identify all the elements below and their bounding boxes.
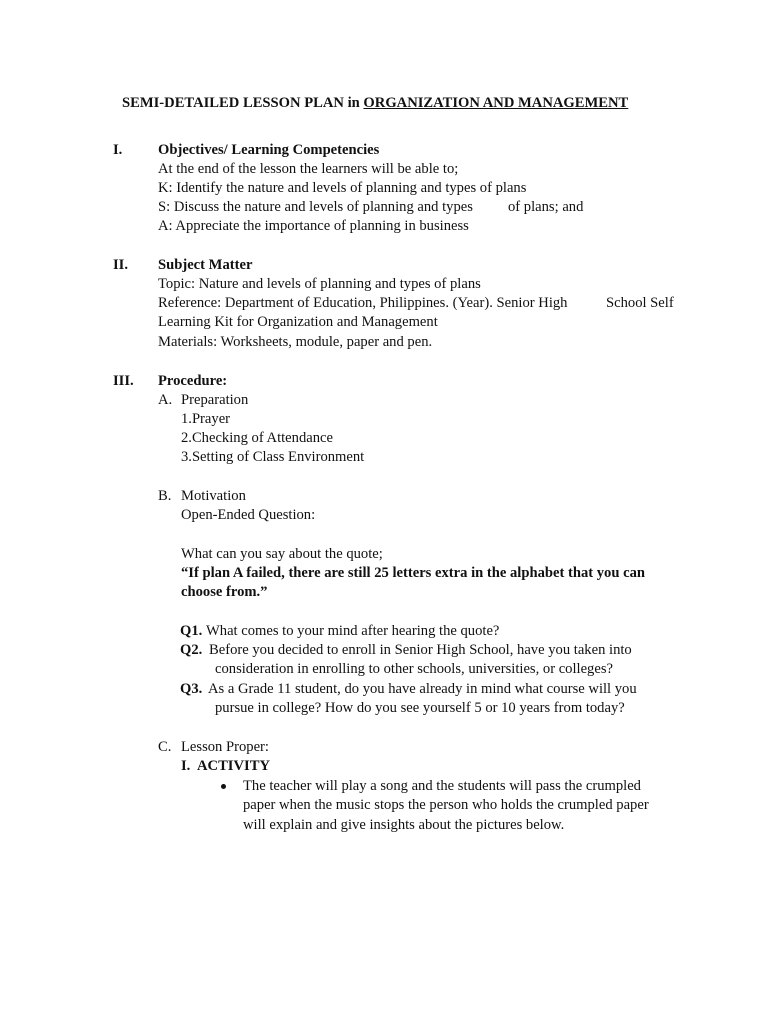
question-text: Before you decided to enroll in Senior High School, have you taken into	[209, 642, 632, 658]
question-label: Q1.	[180, 623, 203, 639]
preparation-item: 2.Checking of Attendance	[181, 430, 333, 446]
section-1-numeral: I.	[113, 142, 123, 158]
objective-attitude: A: Appreciate the importance of planning in business	[158, 218, 469, 234]
objective-knowledge: K: Identify the nature and levels of planning and types of plans	[158, 180, 527, 196]
bullet-icon	[221, 784, 226, 789]
objectives-intro: At the end of the lesson the learners will be able to;	[158, 161, 459, 177]
lesson-proper-letter: C.	[158, 739, 172, 755]
activity-instruction-continued: paper when the music stops the person who holds the crumpled paper	[243, 797, 649, 813]
section-2-numeral: II.	[113, 257, 129, 273]
motivation-subheading: Open-Ended Question:	[181, 507, 316, 523]
subject-reference: Reference: Department of Education, Philippines. (Year). Senior High	[158, 295, 568, 311]
question-text: As a Grade 11 student, do you have already in mind what course will you	[208, 681, 637, 697]
subject-reference-continued: School Self	[606, 295, 674, 311]
preparation-item: 1.Prayer	[181, 411, 231, 427]
motivation-label: Motivation	[181, 488, 246, 504]
quote-line-1: “If plan A failed, there are still 25 letters extra in the alphabet that you can	[181, 565, 645, 581]
question-text-continued: consideration in enrolling to other schools, universities, or colleges?	[215, 661, 613, 677]
activity-instruction-continued: will explain and give insights about the pictures below.	[243, 817, 565, 833]
section-3-numeral: III.	[113, 373, 134, 389]
section-1-heading: Objectives/ Learning Competencies	[158, 142, 380, 158]
title-subject: ORGANIZATION AND MANAGEMENT	[363, 95, 629, 111]
title-joiner: in	[347, 95, 360, 111]
preparation-label: Preparation	[181, 392, 249, 408]
lesson-proper-label: Lesson Proper:	[181, 739, 269, 755]
section-3-heading: Procedure:	[158, 373, 228, 389]
activity-instruction: The teacher will play a song and the students will pass the crumpled	[243, 778, 641, 794]
document-title	[122, 94, 628, 113]
motivation-letter: B.	[158, 488, 172, 504]
title-prefix: SEMI-DETAILED LESSON PLAN	[122, 95, 344, 111]
preparation-letter: A.	[158, 392, 173, 408]
subject-materials: Materials: Worksheets, module, paper and pen.	[158, 334, 433, 350]
subject-reference-line-2: Learning Kit for Organization and Management	[158, 314, 438, 330]
subject-topic: Topic: Nature and levels of planning and types of plans	[158, 276, 481, 292]
activity-numeral: I.	[181, 758, 191, 774]
quote-lead: What can you say about the quote;	[181, 546, 383, 562]
question-label: Q2.	[180, 642, 203, 658]
question-text: What comes to your mind after hearing the quote?	[206, 623, 500, 639]
question-label: Q3.	[180, 681, 203, 697]
section-2-heading: Subject Matter	[158, 257, 253, 273]
objective-skill: S: Discuss the nature and levels of planning and types	[158, 199, 473, 215]
question-text-continued: pursue in college? How do you see yourself 5 or 10 years from today?	[215, 700, 625, 716]
preparation-item: 3.Setting of Class Environment	[181, 449, 365, 465]
activity-heading: ACTIVITY	[197, 758, 270, 774]
objective-skill-end: of plans; and	[508, 199, 584, 215]
quote-line-2: choose from.”	[181, 584, 268, 600]
